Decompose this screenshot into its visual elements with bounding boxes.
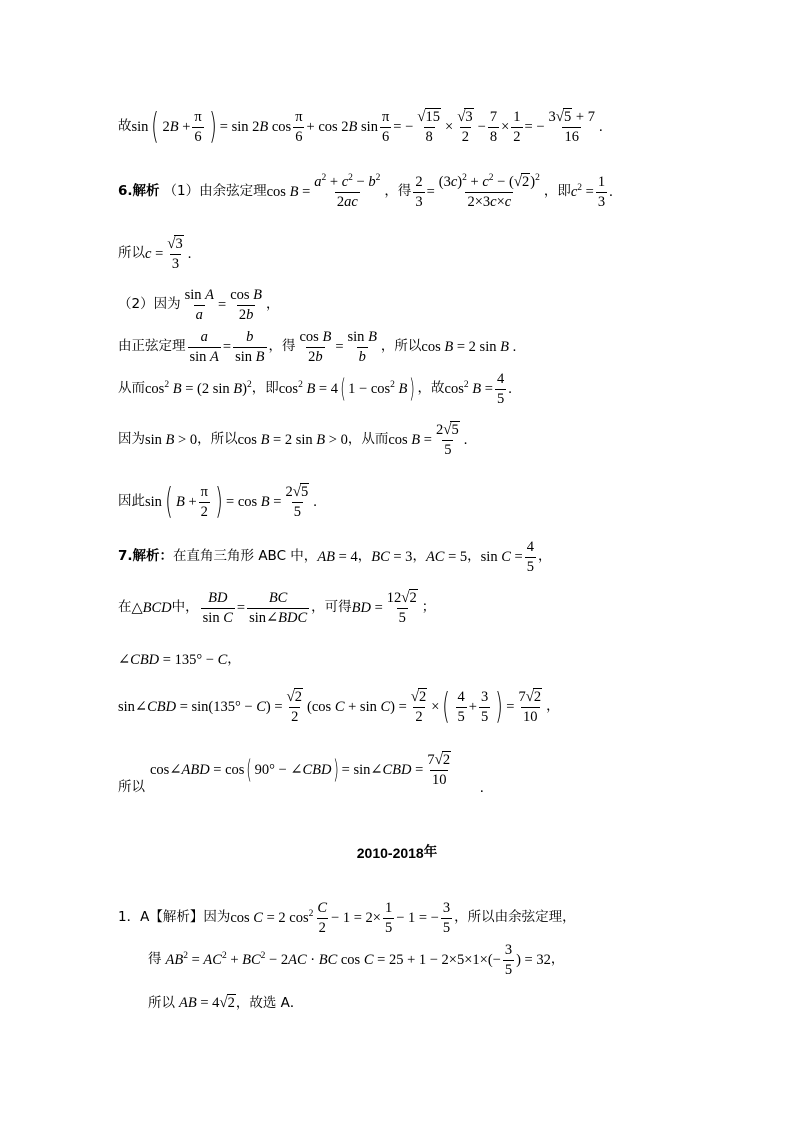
answer-1-line-2: 得 $AB^2 = AC^2 + BC^2 - 2AC$ · BC cos C = 25 + 1 − 2×5×1×(− $\frac{3}{5}$ ) = 32 ， [148, 941, 565, 978]
label-7: 7.解析： [118, 548, 174, 565]
line-7: 所以 c = $\frac{√3}{3}$ . [118, 235, 192, 272]
label-6: 6.解析 [118, 183, 160, 200]
line-13: 7.解析： 在直角三角形 ABC 中， AB = 4 ， BC = 3 ， AC = 5 ， sin C = $\frac{4}{5}$ ， [118, 538, 552, 575]
line-9: 由正弦定理 $\frac{a}{\text{sin A}}$ = $\frac{b}{\text{sin B}}$ ，得 $\frac{\text{cos B}}{2b}$ = $\frac{\text{sin B}}{b}$ ，所以 cos B = 2 sin B . [118, 328, 517, 365]
line-16: sin∠CBD = sin(135° − C) = $\frac{√2}{2}$ (cos C + sin C) = $\frac{√2}{2}$ × ( $\frac{4}{5}$ + $\frac{3}{5}$ ) = $\frac{7√2}{10}$ ， [118, 686, 560, 727]
line-17-suoyi: 所以 [118, 779, 145, 796]
answer-1-line-3: 所以 AB = 4√2 ，故选 A． [148, 995, 304, 1012]
text-gu: 故 [118, 118, 132, 135]
section-title: 2010-2018 年 [356, 844, 438, 861]
line-8: （2）因为 $\frac{\text{sin A}}{a}$ = $\frac{\text{cos B}}{2b}$ ， [118, 286, 280, 323]
line-12: 因此 sin ( B + $\frac{\pi}{2}$ ) = cos B = $\frac{2√5}{5}$ . [118, 481, 317, 522]
answer-1-line-1: 1．A【解析】因为 cos C = 2 $\cos^2$ $\frac{C}{2}$ − 1 = 2× $\frac{1}{5}$ − 1 = − $\frac{3}{5}$ ，所以由余弦定理， [118, 899, 576, 936]
line-1: 故 sin ( 2B + $\frac{\pi}{6}$ ) = sin 2B cos $\frac{\pi}{6}$ + cos 2B sin $\frac{\pi}{6}$ = − $\frac{√15}{8}$ × $\frac{√3}{2}$ − $\frac{7}{8}$ × $\frac{1}{2}$ = − $\frac{3√5 + 7}{16}$ . [118, 106, 603, 147]
line-6: 6.解析 （1）由余弦定理 cos B = $\frac{a^2 + c^2 - b^2}{2ac}$ ，得 $\frac{2}{3}$ = $\frac{(3c)^2 + c^2 - (√2)^2}{2\times 3c\times c}$ ，即 $c^2$ = $\frac{1}{3}$ . [118, 173, 613, 211]
line-14: 在 △BCD 中， $\frac{BD}{\text{sin C}}$ = $\frac{BC}{\text{sin∠BDC}}$ ，可得 BD = $\frac{12√2}{5}$ ； [118, 589, 436, 626]
line-10: 从而 $\cos^2 B = (2$ sin B)$^2$ ，即 $\cos^2 B = 4$ ( $1 - \cos^2 B$ ) ，故 $\cos^2 B$ = $\frac{4}{5}$ . [118, 370, 512, 407]
line-17-period: . [480, 779, 484, 796]
line-11: 因为 sin B > 0 ，所以 cos B = 2 sin B > 0 ，从而 cos B = $\frac{2√5}{5}$ . [118, 421, 468, 458]
line-15: ∠CBD = 135° − C ， [118, 651, 241, 668]
answer-1-label: 1．A【解析】因为 [118, 909, 231, 926]
line-17: cos∠ABD = cos ( 90° − ∠CBD ) = sin∠CBD = $\frac{7√2}{10}$ [150, 751, 451, 788]
